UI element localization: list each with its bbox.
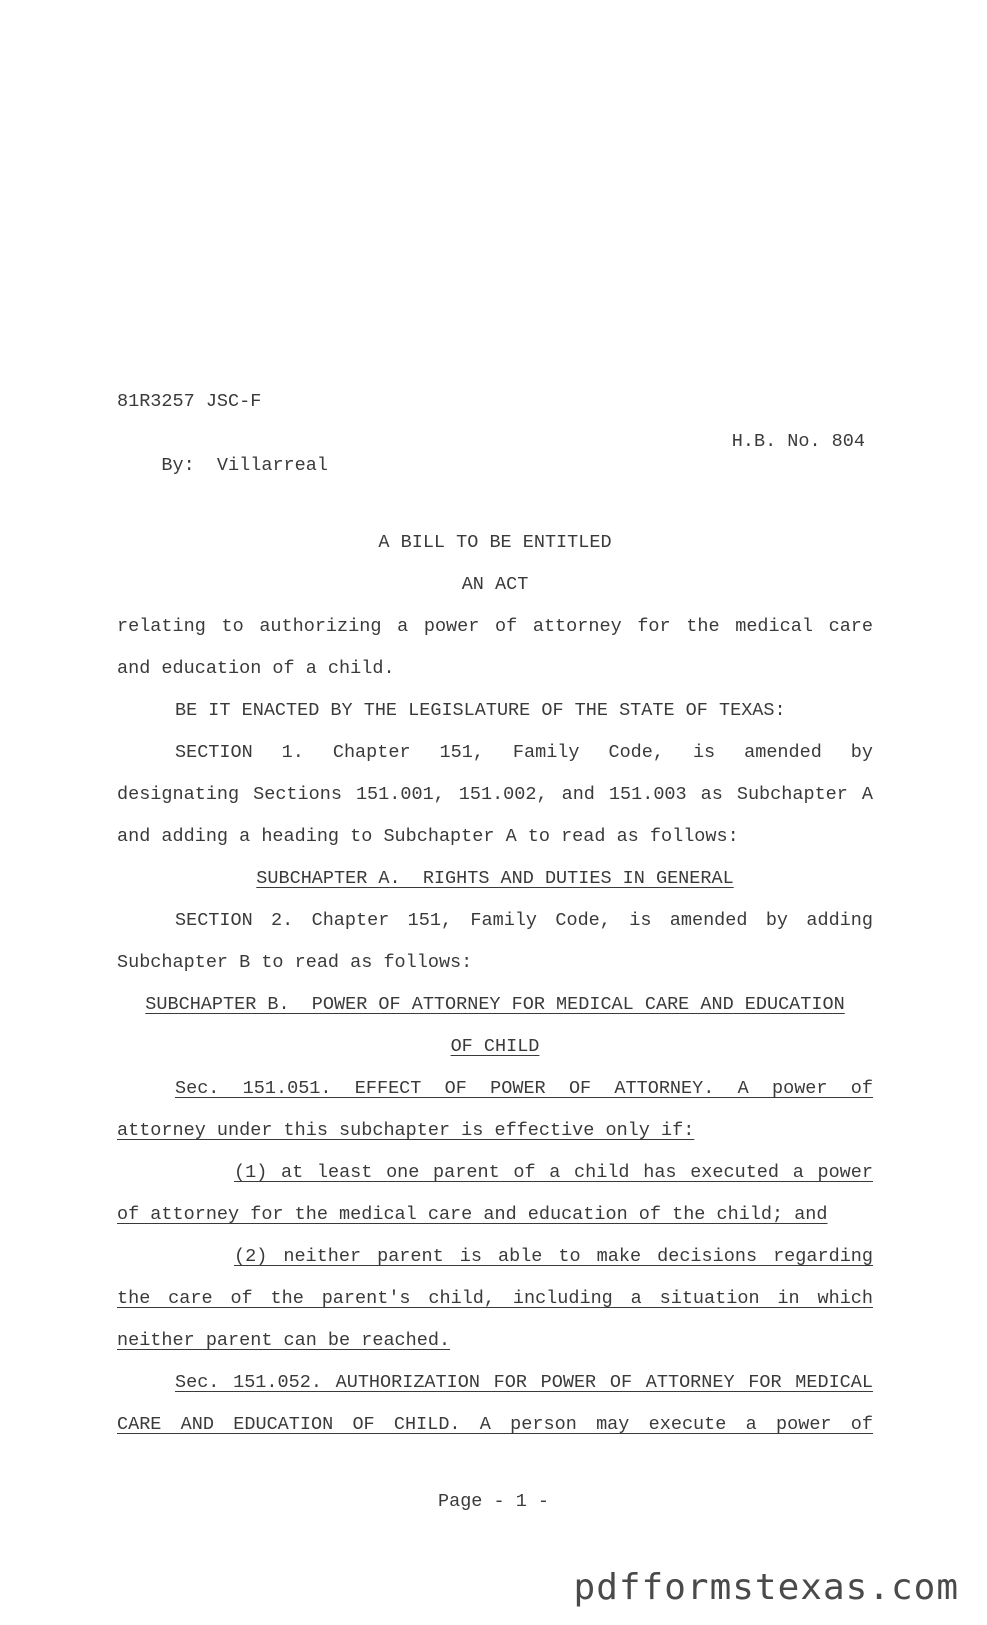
sec-151-051-text-span: attorney under this subchapter is effective only if:	[117, 1120, 695, 1141]
bill-header-row	[117, 430, 873, 526]
list-item: (1) at least one parent of a child has executed a power	[234, 1162, 873, 1183]
bill-number: H.B. No. 804	[731, 431, 865, 452]
list-item: the care of the parent's child, including a situation in which	[117, 1288, 873, 1309]
subchapter-a-heading-text: SUBCHAPTER A. RIGHTS AND DUTIES IN GENERAL	[256, 868, 734, 889]
subchapter-b-heading-text: OF CHILD	[450, 1036, 540, 1057]
sec-151-051-text: Sec. 151.051. EFFECT OF POWER OF ATTORNEY. A power of	[175, 1078, 873, 1099]
subchapter-a-heading	[117, 867, 873, 891]
section-1-text: and adding a heading to Subchapter A to read as follows:	[117, 826, 739, 847]
subchapter-b-heading	[117, 993, 873, 1017]
watermark: pdfformstexas.com	[573, 1567, 959, 1608]
section-2-text: SECTION 2. Chapter 151, Family Code, is amended by adding	[175, 910, 873, 931]
list-item	[117, 1203, 873, 1227]
act-title: AN ACT	[461, 574, 529, 595]
list-item-text: neither parent can be reached.	[117, 1330, 451, 1351]
list-item: (2) neither parent is able to make decisions regarding	[234, 1246, 873, 1267]
section-1-text: designating Sections 151.001, 151.002, and 151.003 as Subchapter A	[117, 784, 873, 805]
sec-151-052-text: CARE AND EDUCATION OF CHILD. A person may execute a power of	[117, 1414, 873, 1435]
subchapter-b-heading	[117, 1035, 873, 1059]
subchapter-b-heading-text: SUBCHAPTER B. POWER OF ATTORNEY FOR MEDICAL CARE AND EDUCATION	[145, 994, 845, 1015]
caption-line: relating to authorizing a power of attorney for the medical care	[117, 616, 873, 637]
list-item	[117, 1329, 873, 1353]
section-1-text: SECTION 1. Chapter 151, Family Code, is amended by	[175, 742, 873, 763]
caption-line: and education of a child.	[117, 658, 395, 679]
bill-title: A BILL TO BE ENTITLED	[378, 532, 612, 553]
sec-151-051-text	[117, 1119, 873, 1143]
enacting-clause: BE IT ENACTED BY THE LEGISLATURE OF THE STATE OF TEXAS:	[175, 700, 786, 721]
author-line: By: Villarreal	[161, 455, 328, 476]
list-item-text: of attorney for the medical care and education of the child; and	[117, 1204, 828, 1225]
page-number: Page - 1 -	[437, 1491, 550, 1512]
sec-151-052-text: Sec. 151.052. AUTHORIZATION FOR POWER OF ATTORNEY FOR MEDICAL	[175, 1372, 873, 1393]
bill-code: 81R3257 JSC-F	[117, 391, 262, 412]
section-2-text: Subchapter B to read as follows:	[117, 952, 473, 973]
